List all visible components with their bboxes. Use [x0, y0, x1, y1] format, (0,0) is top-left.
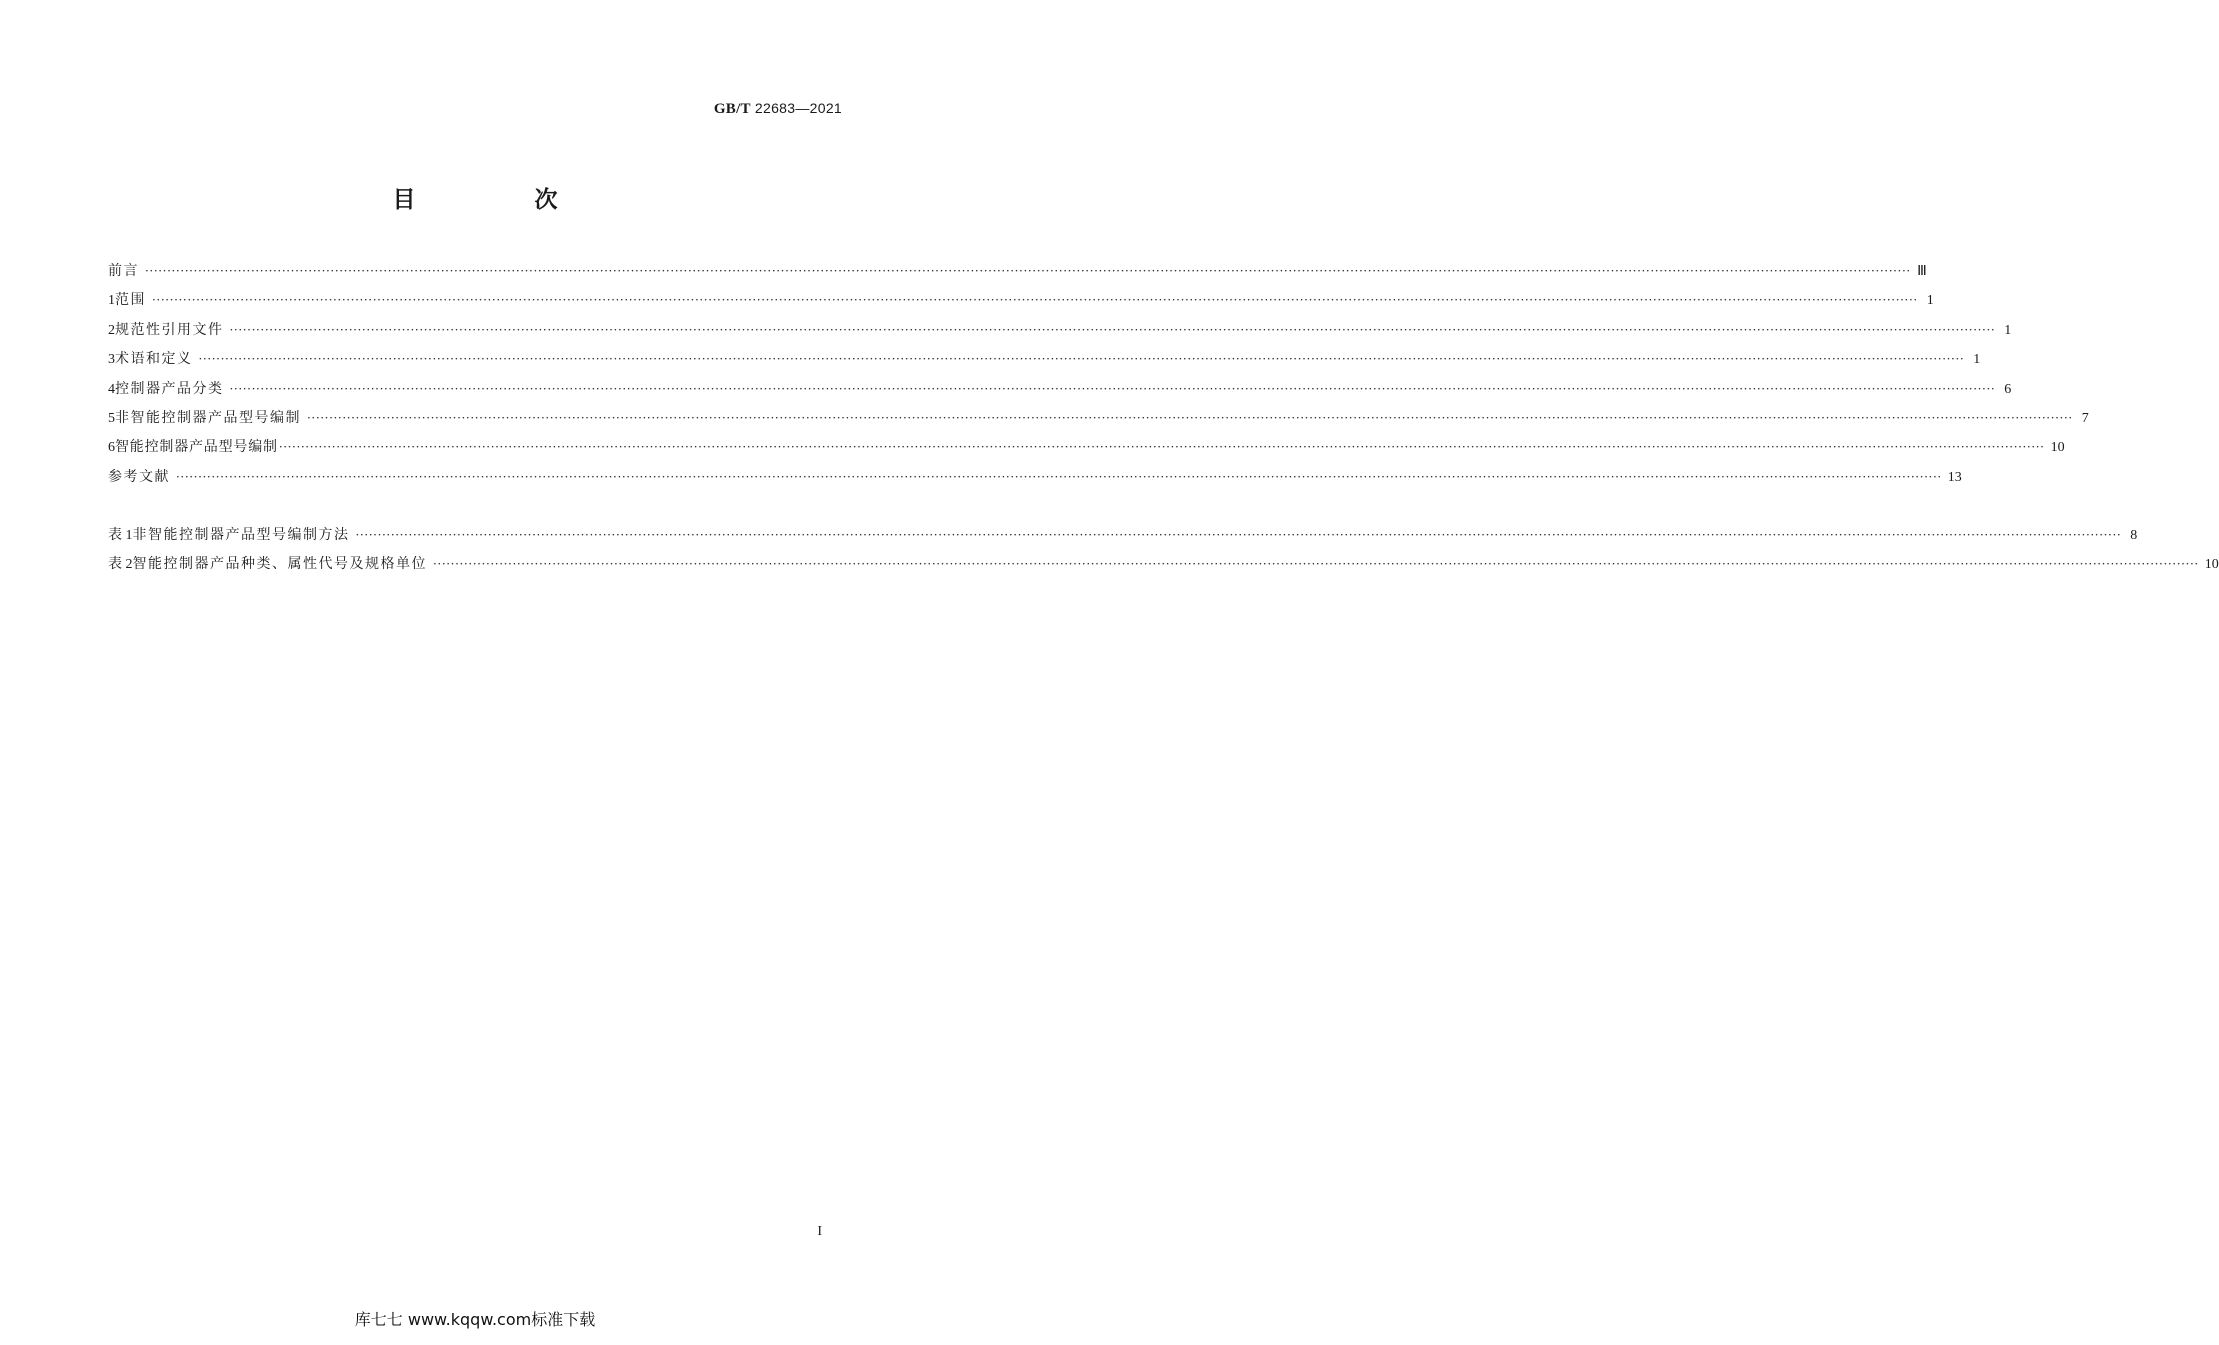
toc-leader-dots: ················································································································································································································································································································································································································	[307, 410, 2073, 425]
toc-entry-page: 1	[1926, 293, 1934, 309]
toc-entry-label: 非智能控制器产品型号编制	[115, 409, 301, 426]
toc-entry-non-intelligent[interactable]	[108, 409, 2089, 438]
toc-table-label: 智能控制器产品种类、属性代号及规格单位	[132, 556, 427, 573]
toc-entry-normative-references[interactable]	[108, 321, 2012, 350]
toc-table-label: 非智能控制器产品型号编制方法	[132, 527, 350, 543]
toc-entry-label: 控制器产品分类	[115, 380, 224, 397]
toc-entry-page: 10	[2050, 440, 2065, 456]
toc-leader-dots: ················································································································································································································································································································································································································	[198, 352, 1965, 367]
toc-entry-label: 规范性引用文件	[115, 321, 224, 338]
toc-table-page: 8	[2130, 528, 2138, 543]
toc-entry-scope[interactable]	[108, 291, 1934, 320]
toc-entry-number: 6	[108, 440, 115, 456]
toc-entry-label: 智能控制器产品型号编制	[115, 439, 278, 456]
toc-entry-page: 1	[1973, 352, 1981, 368]
toc-entry-foreword[interactable]	[108, 262, 1927, 291]
toc-entry-terms-definitions[interactable]	[108, 350, 1981, 379]
toc-leader-dots: ················································································································································································································································································································································································································	[355, 528, 2122, 542]
toc-entry-page: 1	[2004, 322, 2012, 338]
toc-leader-dots: ················································································································································································································································································································································································································	[278, 440, 2045, 455]
standard-prefix: GB/T	[713, 101, 751, 117]
toc-entry-label: 范围	[115, 292, 146, 309]
toc-entry-label: 参考文献	[108, 468, 170, 485]
toc-table-number: 表 1	[108, 528, 133, 543]
toc-leader-dots: ················································································································································································································································································································································································································	[433, 557, 2199, 572]
toc-entry-bibliography[interactable]	[108, 468, 1962, 497]
toc-entry-label: 前言	[108, 263, 139, 279]
toc-entry-page: Ⅲ	[1917, 264, 1927, 279]
toc-entry-number: 1	[108, 293, 115, 309]
page-number: I	[817, 1224, 822, 1239]
toc-table-entry-2[interactable]	[108, 555, 2219, 584]
toc-entry-classification[interactable]	[108, 380, 2012, 409]
toc-entry-number: 3	[108, 352, 115, 368]
toc-leader-dots: ················································································································································································································································································································································································································	[145, 264, 1911, 278]
toc-entry-number: 5	[108, 410, 115, 426]
toc-entry-number: 2	[108, 322, 115, 338]
toc-table-page: 10	[2204, 557, 2219, 573]
toc-table-number: 表 2	[108, 557, 133, 573]
toc-leader-dots: ················································································································································································································································································································································································································	[176, 469, 1942, 484]
toc-entry-page: 6	[2004, 381, 2012, 397]
toc-title: 目 次	[392, 187, 606, 213]
toc-table-entry-1[interactable]	[108, 526, 2138, 555]
toc-entry-label: 术语和定义	[115, 351, 193, 368]
download-watermark: 库七七 www.kqqw.com标准下载	[354, 1310, 596, 1329]
standard-code	[714, 100, 842, 118]
toc-entry-page: 13	[1947, 469, 1962, 485]
toc-leader-dots: ················································································································································································································································································································································································································	[152, 293, 1918, 308]
toc-leader-dots: ················································································································································································································································································································································································································	[229, 322, 1996, 337]
toc-main-list	[108, 262, 2089, 497]
standard-number: 22683—2021	[754, 100, 842, 116]
toc-leader-dots: ················································································································································································································································································································································································································	[229, 381, 1996, 396]
toc-entry-page: 7	[2081, 410, 2089, 426]
toc-entry-number: 4	[108, 381, 115, 397]
toc-table-list	[108, 526, 2219, 585]
toc-entry-intelligent[interactable]	[108, 438, 2065, 467]
